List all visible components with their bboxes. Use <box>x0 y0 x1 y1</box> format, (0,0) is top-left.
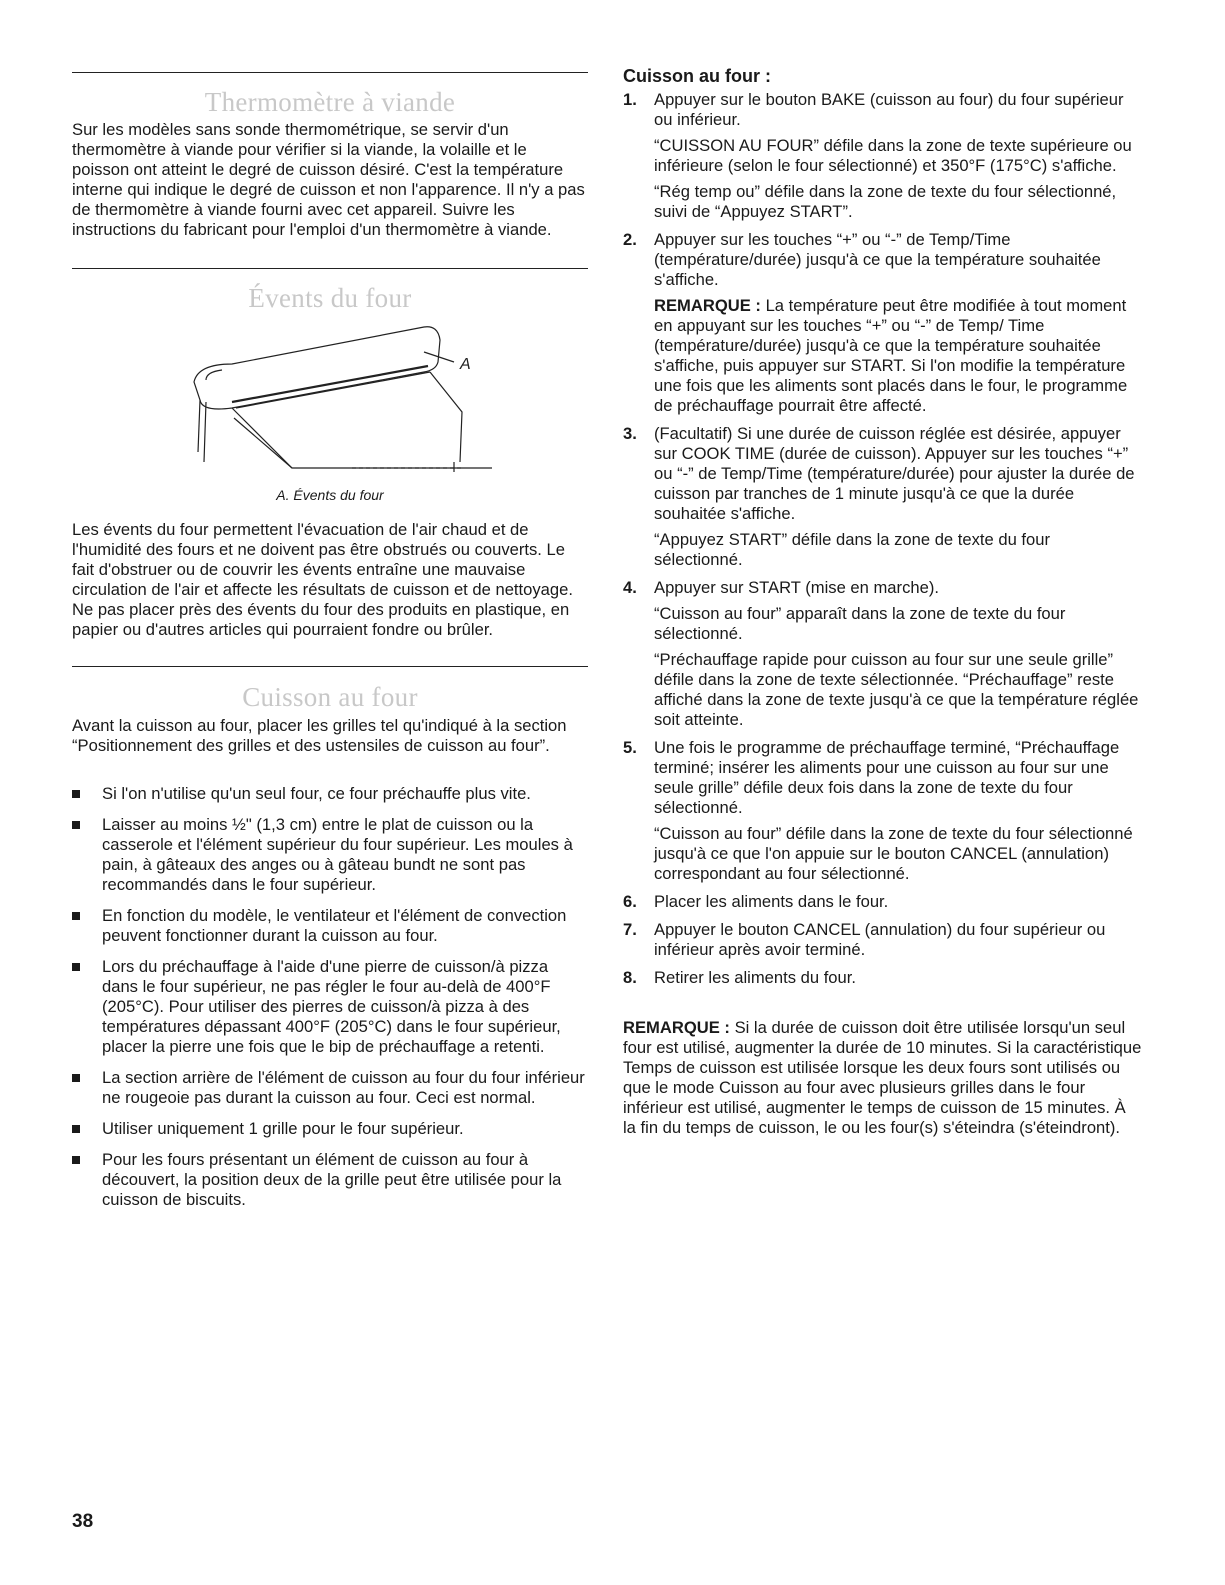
final-note <box>623 1018 1143 1138</box>
oven-vent-illustration <box>192 322 492 482</box>
list-item: Utiliser uniquement 1 grille pour le four supérieur. <box>72 1119 588 1139</box>
step-text: “Cuisson au four” apparaît dans la zone de texte du four sélectionné. <box>654 604 1066 643</box>
step-text: “Cuisson au four” défile dans la zone de texte du four sélectionné jusqu'à ce que l'on appuie sur le bouton CANCEL (annulation) correspondant au four sélectionné. <box>654 824 1133 883</box>
section-title-thermometer: Thermomètre à viande <box>204 87 456 117</box>
step-item <box>623 968 1143 988</box>
bullet-square-icon <box>72 1125 80 1133</box>
figure-label-a: A <box>460 356 471 373</box>
bullet-square-icon <box>72 1156 80 1164</box>
bake-heading: Cuisson au four : <box>623 66 771 86</box>
note-text: La température peut être modifiée à tout moment en appuyant sur les touches “+” ou “-” de Temp/ Time (température/durée) jusqu'à ce que la température souhaitée s'affiche, puis appuyer sur START. Si l'on modifie la température une fois que les aliments sont placés dans le four, le programme de préchauffage pourrait être affecté. <box>654 296 1128 415</box>
step-text: (Facultatif) Si une durée de cuisson réglée est désirée, appuyer sur COOK TIME (durée de cuisson). Appuyer sur les touches “+” ou “-” de Temp/Time (température/durée) pour ajuster la durée de cuisson par tranches de 1 minute jusqu'à ce que la durée souhaitée s'affiche. <box>654 424 1135 523</box>
step-text: Appuyer sur START (mise en marche). <box>654 578 939 597</box>
step-item <box>623 90 1143 222</box>
step-text: Placer les aliments dans le four. <box>654 892 889 911</box>
step-text: “CUISSON AU FOUR” défile dans la zone de texte supérieure ou inférieure (selon le four sélectionné) et 350°F (175°C) s'affiche. <box>654 136 1132 175</box>
bullet-square-icon <box>72 1074 80 1082</box>
step-item <box>623 738 1143 884</box>
baking-intro: Avant la cuisson au four, placer les grilles tel qu'indiqué à la section “Positionnement des grilles et des ustensiles de cuisson au four”. <box>72 716 567 755</box>
step-number: 4. <box>623 578 637 597</box>
list-item: En fonction du modèle, le ventilateur et l'élément de convection peuvent fonctionner durant la cuisson au four. <box>72 906 588 946</box>
step-item <box>623 230 1143 416</box>
section-divider <box>72 268 588 269</box>
section-title-baking: Cuisson au four <box>242 682 418 712</box>
final-note-text: Si la durée de cuisson doit être utilisée lorsqu'un seul four est utilisé, augmenter la durée de 10 minutes. Si la caractéristique Temps de cuisson est utilisée lorsque les deux fours sont utilisés ou que le mode Cuisson au four avec plusieurs grilles dans le four inférieur est utilisé, augmenter le temps de cuisson de 15 minutes. À la fin du temps de cuisson, le ou les four(s) s'éteindra (s'éteindront). <box>623 1018 1142 1137</box>
step-text: Appuyer le bouton CANCEL (annulation) du four supérieur ou inférieur après avoir terminé. <box>654 920 1106 959</box>
step-text: Retirer les aliments du four. <box>654 968 856 987</box>
oven-vent-figure <box>192 322 492 487</box>
step-text: Une fois le programme de préchauffage terminé, “Préchauffage terminé; insérer les aliments pour une cuisson au four sur une seule grille” défile deux fois dans la zone de texte du four sélectionné. <box>654 738 1120 817</box>
step-item <box>623 578 1143 730</box>
step-number: 7. <box>623 920 637 939</box>
vents-paragraph: Les évents du four permettent l'évacuation de l'air chaud et de l'humidité des fours et ne doivent pas être obstrués ou couverts. Le fait d'obstruer ou de couvrir les évents entraîne une mauvaise circulation de l'air et affecte les résultats de cuisson et de nettoyage. Ne pas placer près des évents du four des produits en plastique, en papier ou d'autres articles qui pourraient fondre ou brûler. <box>72 520 573 639</box>
step-item <box>623 920 1143 960</box>
section-divider <box>72 666 588 667</box>
step-number: 6. <box>623 892 637 911</box>
step-number: 1. <box>623 90 637 109</box>
list-item: Laisser au moins ½" (1,3 cm) entre le plat de cuisson ou la casserole et l'élément supérieur du four supérieur. Les moules à pain, à gâteaux des anges ou à gâteau bundt ne sont pas recommandés dans le four supérieur. <box>72 815 588 895</box>
step-number: 3. <box>623 424 637 443</box>
section-divider <box>72 72 588 73</box>
list-item: La section arrière de l'élément de cuisson au four du four inférieur ne rougeoie pas durant la cuisson au four. Ceci est normal. <box>72 1068 588 1108</box>
step-number: 2. <box>623 230 637 249</box>
figure-caption: A. Évents du four <box>276 487 384 503</box>
step-number: 8. <box>623 968 637 987</box>
list-item: Si l'on n'utilise qu'un seul four, ce four préchauffe plus vite. <box>72 784 588 804</box>
step-item <box>623 892 1143 912</box>
thermometer-paragraph: Sur les modèles sans sonde thermométrique, se servir d'un thermomètre à viande pour vérifier si la viande, la volaille et le poisson ont atteint le degré de cuisson désiré. C'est la température interne qui indique le degré de cuisson et non l'apparence. Il n'y a pas de thermomètre à viande fourni avec cet appareil. Suivre les instructions du fabricant pour l'emploi d'un thermomètre à viande. <box>72 120 585 239</box>
note-label: REMARQUE : <box>654 296 761 315</box>
bullet-square-icon <box>72 821 80 829</box>
section-title-vents: Évents du four <box>248 283 412 313</box>
step-text: “Appuyez START” défile dans la zone de texte du four sélectionné. <box>654 530 1051 569</box>
step-text: Appuyer sur les touches “+” ou “-” de Temp/Time (température/durée) jusqu'à ce que la température souhaitée s'affiche. <box>654 230 1101 289</box>
bullet-square-icon <box>72 790 80 798</box>
page-number: 38 <box>72 1511 94 1532</box>
list-item: Lors du préchauffage à l'aide d'une pierre de cuisson/à pizza dans le four supérieur, ne pas régler le four au-delà de 400°F (205°C). Pour utiliser des pierres de cuisson/à pizza à des températures dépassant 400°F (205°C) dans le four supérieur, placer la pierre une fois que le bip de préchauffage a retenti. <box>72 957 588 1057</box>
step-note <box>654 296 1143 416</box>
baking-bullet-list <box>72 784 588 1221</box>
step-text: Appuyer sur le bouton BAKE (cuisson au four) du four supérieur ou inférieur. <box>654 90 1124 129</box>
step-text: “Rég temp ou” défile dans la zone de texte du four sélectionné, suivi de “Appuyez START”. <box>654 182 1117 221</box>
bullet-square-icon <box>72 963 80 971</box>
bake-steps-list <box>623 90 1143 996</box>
bullet-square-icon <box>72 912 80 920</box>
note-label: REMARQUE : <box>623 1018 730 1037</box>
step-item <box>623 424 1143 570</box>
step-number: 5. <box>623 738 637 757</box>
step-text: “Préchauffage rapide pour cuisson au four sur une seule grille” défile dans la zone de texte sélectionnée. “Préchauffage” reste affiché dans la zone de texte jusqu'à ce que la température réglée soit atteinte. <box>654 650 1139 729</box>
list-item: Pour les fours présentant un élément de cuisson au four à découvert, la position deux de la grille peut être utilisée pour la cuisson de biscuits. <box>72 1150 588 1210</box>
